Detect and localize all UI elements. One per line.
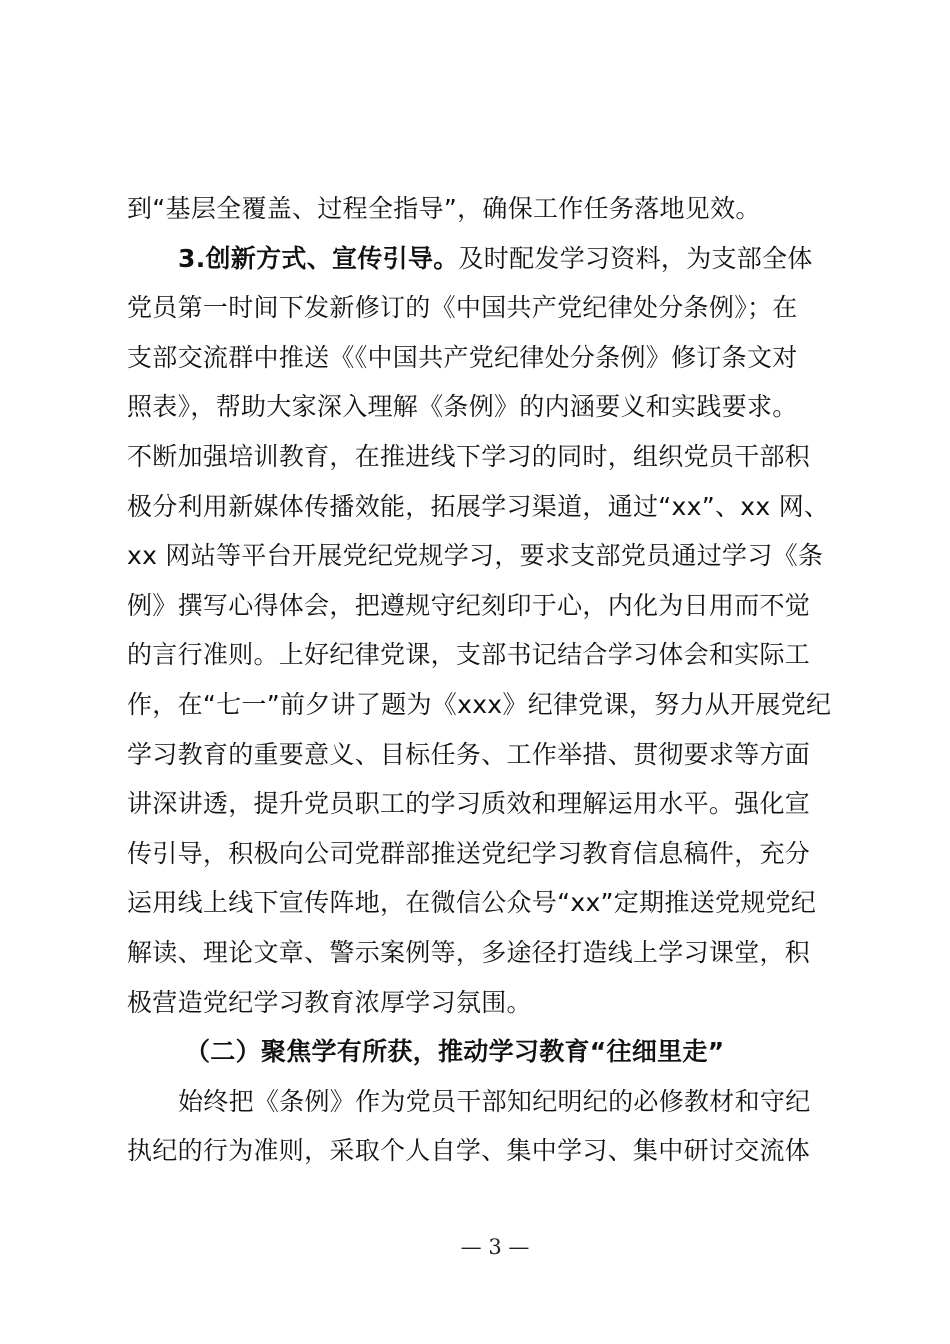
text-line: 的言行准则。上好纪律党课，支部书记结合学习体会和实际工 bbox=[127, 640, 811, 670]
text-line: 极分利用新媒体传播效能，拓展学习渠道，通过“xx”、xx 网、 bbox=[127, 491, 830, 521]
text-line: 解读、理论文章、警示案例等，多途径打造线上学习课堂，积 bbox=[127, 937, 811, 967]
page-number: — 3 — bbox=[460, 1235, 530, 1259]
text-line: 讲深讲透，提升党员职工的学习质效和理解运用水平。强化宣 bbox=[127, 789, 811, 819]
paragraph-first-line: 始终把《条例》作为党员干部知纪明纪的必修教材和守纪 bbox=[178, 1086, 811, 1116]
paragraph-first-line bbox=[127, 234, 835, 284]
text-line: 执纪的行为准则，采取个人自学、集中学习、集中研讨交流体 bbox=[127, 1136, 811, 1166]
page-footer bbox=[0, 1235, 950, 1259]
text-line: 运用线上线下宣传阵地，在微信公众号“xx”定期推送党规党纪 bbox=[127, 888, 817, 918]
text-line: 作，在“七一”前夕讲了题为《xxx》纪律党课，努力从开展党纪 bbox=[127, 689, 832, 719]
body-text bbox=[127, 184, 835, 1176]
text-line: 支部交流群中推送《《中国共产党纪律处分条例》修订条文对 bbox=[127, 342, 798, 372]
text-line: 到“基层全覆盖、过程全指导”，确保工作任务落地见效。 bbox=[127, 194, 761, 223]
text-span: 及时配发学习资料，为支部全体 bbox=[458, 243, 813, 273]
text-line: 党员第一时间下发新修订的《中国共产党纪律处分条例》；在 bbox=[127, 293, 798, 323]
text-line: 传引导，积极向公司党群部推送党纪学习教育信息稿件，充分 bbox=[127, 838, 811, 868]
text-line: 不断加强培训教育，在推进线下学习的同时，组织党员干部积 bbox=[127, 441, 811, 471]
section-heading: （二）聚焦学有所获，推动学习教育“往细里走” bbox=[185, 1037, 725, 1067]
text-line: 照表》，帮助大家深入理解《条例》的内涵要义和实践要求。 bbox=[127, 392, 798, 422]
text-line: 学习教育的重要意义、目标任务、工作举措、贯彻要求等方面 bbox=[127, 739, 811, 769]
text-line: xx 网站等平台开展党纪党规学习，要求支部党员通过学习《条 bbox=[127, 541, 824, 571]
text-line: 极营造党纪学习教育浓厚学习氛围。 bbox=[127, 987, 532, 1017]
section-lead-heading: 3.创新方式、宣传引导。 bbox=[178, 243, 459, 273]
text-line: 例》撰写心得体会，把遵规守纪刻印于心，内化为日用而不觉 bbox=[127, 590, 811, 620]
